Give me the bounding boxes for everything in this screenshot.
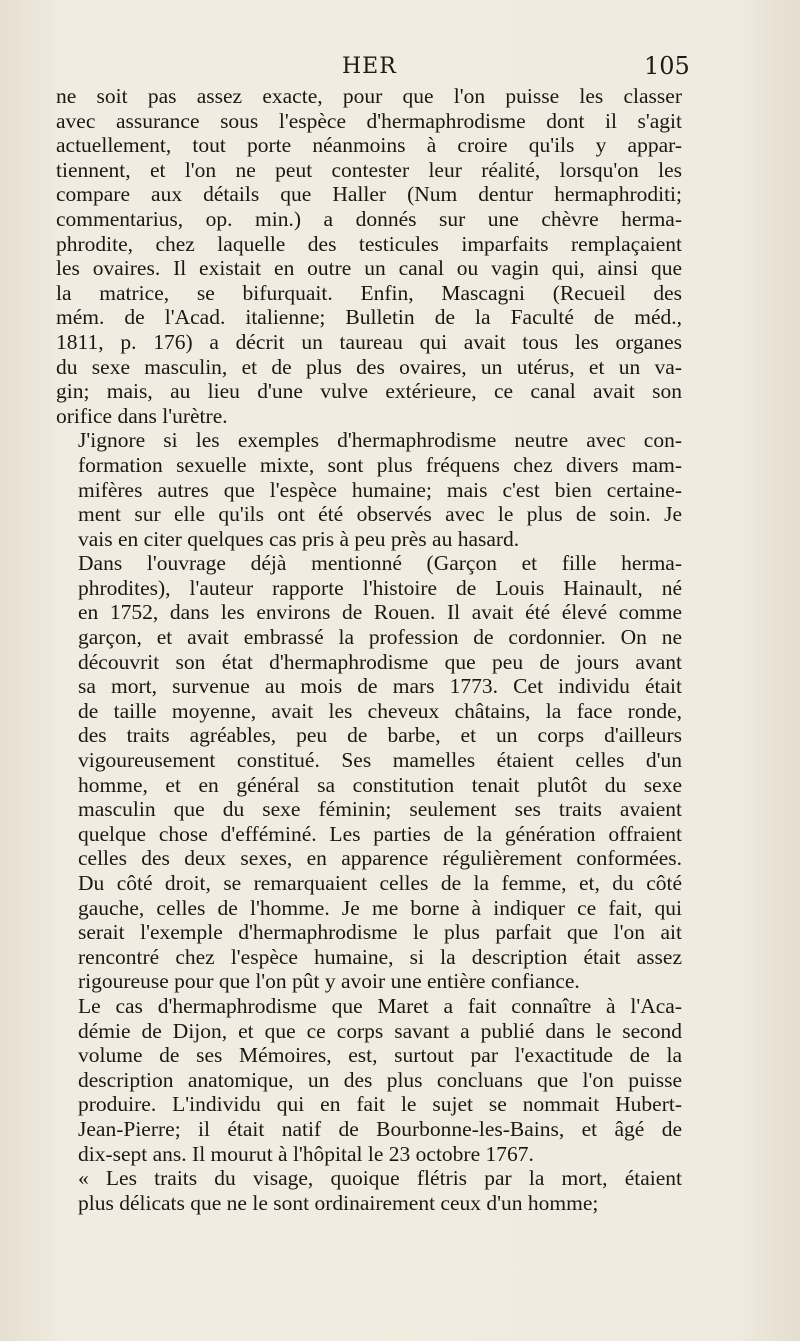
text-line: homme, et en général sa constitution tenait plutôt du sexe — [78, 772, 682, 797]
text-line: actuellement, tout porte néanmoins à croire qu'ils y appar- — [56, 133, 682, 158]
text-line: de taille moyenne, avait les cheveux châtains, la face ronde, — [78, 698, 682, 723]
text-line: formation sexuelle mixte, sont plus fréquens chez divers mam- — [78, 452, 682, 477]
text-line: « Les traits du visage, quoique flétris par la mort, étaient — [78, 1166, 682, 1191]
text-line: celles des deux sexes, en apparence régulièrement conformées. — [78, 846, 682, 871]
text-line: rencontré chez l'espèce humaine, si la description était assez — [78, 944, 682, 969]
paragraph-3 — [56, 551, 682, 994]
text-line: compare aux détails que Haller (Num dentur hermaphroditi; — [56, 182, 682, 207]
page-number: 105 — [644, 52, 690, 80]
paragraph-1 — [56, 84, 682, 428]
text-line: Dans l'ouvrage déjà mentionné (Garçon et fille herma- — [78, 551, 682, 576]
text-line: rigoureuse pour que l'on pût y avoir une entière confiance. — [78, 969, 580, 994]
text-line: démie de Dijon, et que ce corps savant a publié dans le second — [78, 1018, 682, 1043]
text-line: gin; mais, au lieu d'une vulve extérieure, ce canal avait son — [56, 379, 682, 404]
paragraph-5 — [56, 1166, 682, 1215]
text-line: quelque chose d'efféminé. Les parties de la génération offraient — [78, 821, 682, 846]
text-line: phrodites), l'auteur rapporte l'histoire de Louis Hainault, né — [78, 575, 682, 600]
text-line: gauche, celles de l'homme. Je me borne à indiquer ce fait, qui — [78, 895, 682, 920]
text-line: des traits agréables, peu de barbe, et un corps d'ailleurs — [78, 723, 682, 748]
text-line: masculin que du sexe féminin; seulement ses traits avaient — [78, 797, 682, 822]
text-line: découvrit son état d'hermaphrodisme que peu de jours avant — [78, 649, 682, 674]
text-line: serait l'exemple d'hermaphrodisme le plus parfait que l'on ait — [78, 920, 682, 945]
text-line: tiennent, et l'on ne peut contester leur réalité, lorsqu'on les — [56, 157, 682, 182]
text-line: commentarius, op. min.) a donnés sur une chèvre herma- — [56, 206, 682, 231]
text-line: produire. L'individu qui en fait le sujet se nommait Hubert- — [78, 1092, 682, 1117]
body-text — [56, 84, 682, 1215]
text-line: la matrice, se bifurquait. Enfin, Mascagni (Recueil des — [56, 280, 682, 305]
text-line: mém. de l'Acad. italienne; Bulletin de la Faculté de méd., — [56, 305, 682, 330]
text-line: sa mort, survenue au mois de mars 1773. Cet individu était — [78, 674, 682, 699]
text-line: dix-sept ans. Il mourut à l'hôpital le 23 octobre 1767. — [78, 1141, 534, 1166]
text-line: garçon, et avait embrassé la profession de cordonnier. On ne — [78, 625, 682, 650]
text-line: phrodite, chez laquelle des testicules imparfaits remplaçaient — [56, 231, 682, 256]
text-line: Du côté droit, se remarquaient celles de la femme, et, du côté — [78, 871, 682, 895]
text-line: J'ignore si les exemples d'hermaphrodisme neutre avec con- — [78, 428, 682, 453]
text-line: du sexe masculin, et de plus des ovaires, un utérus, et un va- — [56, 354, 682, 379]
text-line: avec assurance sous l'espèce d'hermaphrodisme dont il s'agit — [56, 108, 682, 133]
text-line: vigoureusement constitué. Ses mamelles étaient celles d'un — [78, 748, 682, 773]
text-line: mifères autres que l'espèce humaine; mais c'est bien certaine- — [78, 477, 682, 502]
text-line: ment sur elle qu'ils ont été observés avec le plus de soin. Je — [78, 502, 682, 527]
paragraph-4 — [56, 994, 682, 1166]
text-line: Le cas d'hermaphrodisme que Maret a fait connaître à l'Aca- — [78, 993, 682, 1018]
page-header — [0, 50, 800, 84]
text-line: les ovaires. Il existait en outre un canal ou vagin qui, ainsi que — [56, 256, 682, 281]
text-line: orifice dans l'urètre. — [56, 403, 228, 428]
text-line: description anatomique, un des plus concluans que l'on puisse — [78, 1067, 682, 1092]
running-head: HER — [342, 54, 397, 79]
text-line: volume de ses Mémoires, est, surtout par l'exactitude de la — [78, 1043, 682, 1068]
text-line: 1811, p. 176) a décrit un taureau qui avait tous les organes — [56, 329, 682, 354]
paragraph-2 — [56, 428, 682, 551]
text-line: Jean-Pierre; il était natif de Bourbonne-les-Bains, et âgé de — [78, 1116, 682, 1141]
text-line: en 1752, dans les environs de Rouen. Il avait été élevé comme — [78, 600, 682, 625]
text-line: plus délicats que ne le sont ordinairement ceux d'un homme; — [78, 1190, 599, 1215]
text-line: ne soit pas assez exacte, pour que l'on puisse les classer — [56, 84, 682, 108]
text-line: vais en citer quelques cas pris à peu près au hasard. — [78, 526, 520, 551]
